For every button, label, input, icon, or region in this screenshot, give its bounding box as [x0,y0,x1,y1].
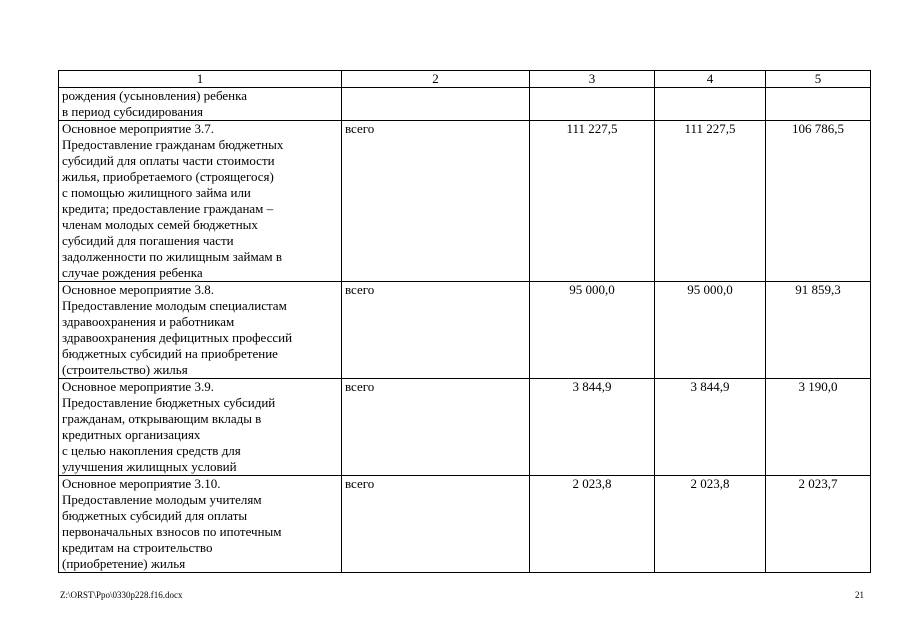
column-header: 3 [530,71,655,88]
footer-page-number: 21 [855,590,864,600]
value-col-5: 3 190,0 [766,379,871,476]
funding-source: всего [342,476,530,573]
value-col-5: 2 023,7 [766,476,871,573]
column-header: 5 [766,71,871,88]
value-col-3 [530,88,655,121]
activity-description: Основное мероприятие 3.7. Предоставление гражданам бюджетных субсидий для оплаты части стоимости жилья, приобретаемого (строящегося) с помощью жилищного займа или кредита; предоставление гражданам – членам молодых семей бюджетных субсидий для погашения части задолженности по жилищным займам в случае рождения ребенка [59,121,342,282]
activity-description: Основное мероприятие 3.9. Предоставление бюджетных субсидий гражданам, открывающим вклады в кредитных организациях с целью накопления средств для улучшения жилищных условий [59,379,342,476]
funding-source: всего [342,282,530,379]
funding-source: всего [342,121,530,282]
value-col-4: 95 000,0 [655,282,766,379]
column-header: 4 [655,71,766,88]
value-col-3: 95 000,0 [530,282,655,379]
value-col-4: 2 023,8 [655,476,766,573]
value-col-5: 91 859,3 [766,282,871,379]
table-row [59,88,871,121]
column-header: 1 [59,71,342,88]
value-col-3: 2 023,8 [530,476,655,573]
table-row [59,121,871,282]
activity-description: Основное мероприятие 3.10. Предоставление молодым учителям бюджетных субсидий для оплаты первоначальных взносов по ипотечным кредитам на строительство (приобретение) жилья [59,476,342,573]
activity-description: Основное мероприятие 3.8. Предоставление молодым специалистам здравоохранения и работникам здравоохранения дефицитных профессий бюджетных субсидий на приобретение (строительство) жилья [59,282,342,379]
value-col-5: 106 786,5 [766,121,871,282]
table-header-row [59,71,871,88]
funding-source [342,88,530,121]
budget-table [58,70,871,573]
value-col-5 [766,88,871,121]
activity-description: рождения (усыновления) ребенка в период субсидирования [59,88,342,121]
value-col-4: 111 227,5 [655,121,766,282]
table-row [59,379,871,476]
value-col-4 [655,88,766,121]
value-col-3: 111 227,5 [530,121,655,282]
footer-file-path: Z:\ORST\Ppo\0330p228.f16.docx [60,590,183,600]
table-row [59,476,871,573]
funding-source: всего [342,379,530,476]
column-header: 2 [342,71,530,88]
table-row [59,282,871,379]
value-col-3: 3 844,9 [530,379,655,476]
value-col-4: 3 844,9 [655,379,766,476]
